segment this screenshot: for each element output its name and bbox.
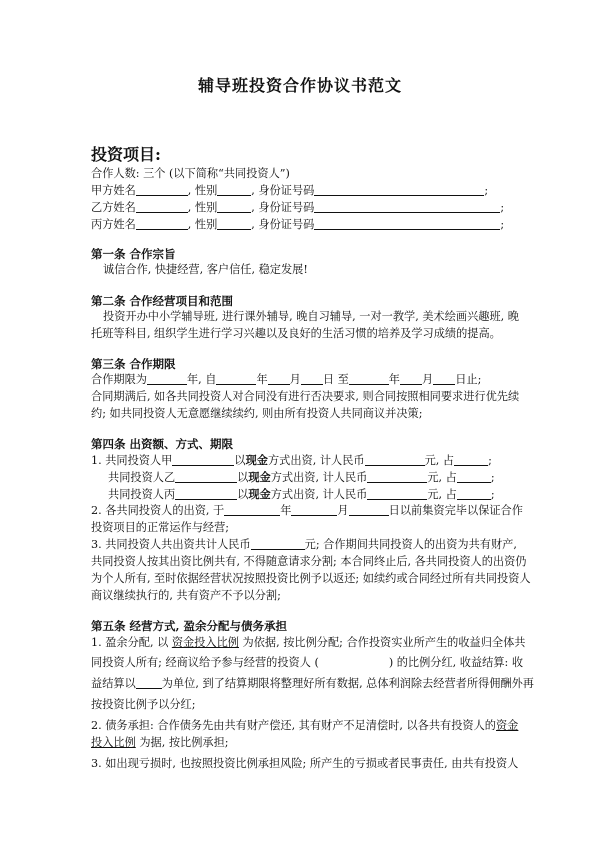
article-4-deadline-line: 2. 各共同投资人的出资, 于 年 月 日以前集资完毕以保证合作 xyxy=(91,504,523,517)
article-1-title: 第一条 合作宗旨 xyxy=(91,247,176,261)
blank xyxy=(314,200,500,213)
article-5-title: 第五条 经营方式, 盈余分配与债务承担 xyxy=(91,619,288,633)
partners-line: 合作人数: 三个 (以下简称“共同投资人”) xyxy=(91,167,290,180)
article-5-line: 2. 债务承担: 合作债务先由共有财产偿还, 其有财产不足清偿时, 以各共有投资人的资金 xyxy=(91,719,519,732)
article-3-line: 合同期满后, 如各共同投资人对合同没有进行否决要求, 则合同按照相同要求进行优先续 xyxy=(91,390,520,403)
article-1-text: 诚信合作, 快捷经营, 客户信任, 稳定发展! xyxy=(103,263,308,276)
blank xyxy=(136,183,188,196)
article-3-line: 约; 如共同投资人无意愿继续续约, 则由所有投资人共同商议并决策; xyxy=(91,407,423,420)
article-5-line: 益结算以 为单位, 到了结算期限将整理好所有数据, 总体利润除去经营者所得佣酬外再 xyxy=(91,677,534,690)
blank xyxy=(314,183,484,196)
blank xyxy=(217,217,251,230)
bing-line: 丙方姓名 , 性别 , 身份证号码 ; xyxy=(91,218,505,231)
article-4-line: 共同投资人按其出资比例共有, 不得随意请求分割; 本合同终止后, 各共同投资人的出资仍 xyxy=(91,555,527,568)
blank xyxy=(217,183,251,196)
article-5-line: 投入比例 为据, 按比例承担; xyxy=(91,736,229,749)
article-4-line: 投资项目的正常运作与经营; xyxy=(91,521,230,534)
contribution-row-bing: 共同投资人丙 以现金方式出资, 计人民币 元, 占 ; xyxy=(108,487,495,501)
blank xyxy=(217,200,251,213)
article-2-title: 第二条 合作经营项目和范围 xyxy=(91,294,234,308)
yi-line: 乙方姓名 , 性别 , 身份证号码 ; xyxy=(91,201,505,214)
article-3-title: 第三条 合作期限 xyxy=(91,357,176,371)
article-2-line: 投资开办中小学辅导班, 进行课外辅导, 晚自习辅导, 一对一教学, 美术绘画兴趣班, 晚 xyxy=(103,310,519,323)
article-2-line: 托班等科目, 组织学生进行学习兴趣以及良好的生活习惯的培养及学习成绩的提高。 xyxy=(91,327,501,340)
document-title: 辅导班投资合作协议书范文 xyxy=(197,76,402,95)
blank xyxy=(136,200,188,213)
contribution-row-jia: 1. 共同投资人甲 以现金方式出资, 计人民币 元, 占 ; xyxy=(91,453,492,467)
article-4-title: 第四条 出资额、方式、期限 xyxy=(91,437,234,451)
article-4-total-line: 3. 共同投资人共出资共计人民币 元; 合作期间共同投资人的出资为共有财产, xyxy=(91,538,517,551)
jia-line: 甲方姓名 , 性别 , 身份证号码 ; xyxy=(91,184,489,197)
article-3-term-line: 合作期限为 年, 自 年 月 日 至 年 月 日止; xyxy=(91,373,482,386)
blank xyxy=(136,217,188,230)
section-heading: 投资项目: xyxy=(91,145,161,164)
contribution-row-yi: 共同投资人乙 以现金方式出资, 计人民币 元, 占 ; xyxy=(108,470,495,484)
article-5-line: 同投资人所有; 经商议给予参与经营的投资人 ( ) 的比例分红, 收益结算: 收 xyxy=(91,656,524,669)
article-4-line: 商议继续执行的, 共有资产不予以分割; xyxy=(91,589,281,602)
article-4-line: 为个人所有, 至时依据经营状况按照投资比例予以返还; 如续约或合同经过所有共同投资人 xyxy=(91,572,531,585)
article-5-line: 3. 如出现亏损时, 也按照投资比例承担风险; 所产生的亏损或者民事责任, 由共有投资人 xyxy=(91,757,519,770)
article-5-line: 按投资比例予以分红; xyxy=(91,698,196,711)
blank xyxy=(314,217,500,230)
article-5-line: 1. 盈余分配, 以 资金投入比例 为依据, 按比例分配; 合作投资实业所产生的收益归全体共 xyxy=(91,636,526,649)
